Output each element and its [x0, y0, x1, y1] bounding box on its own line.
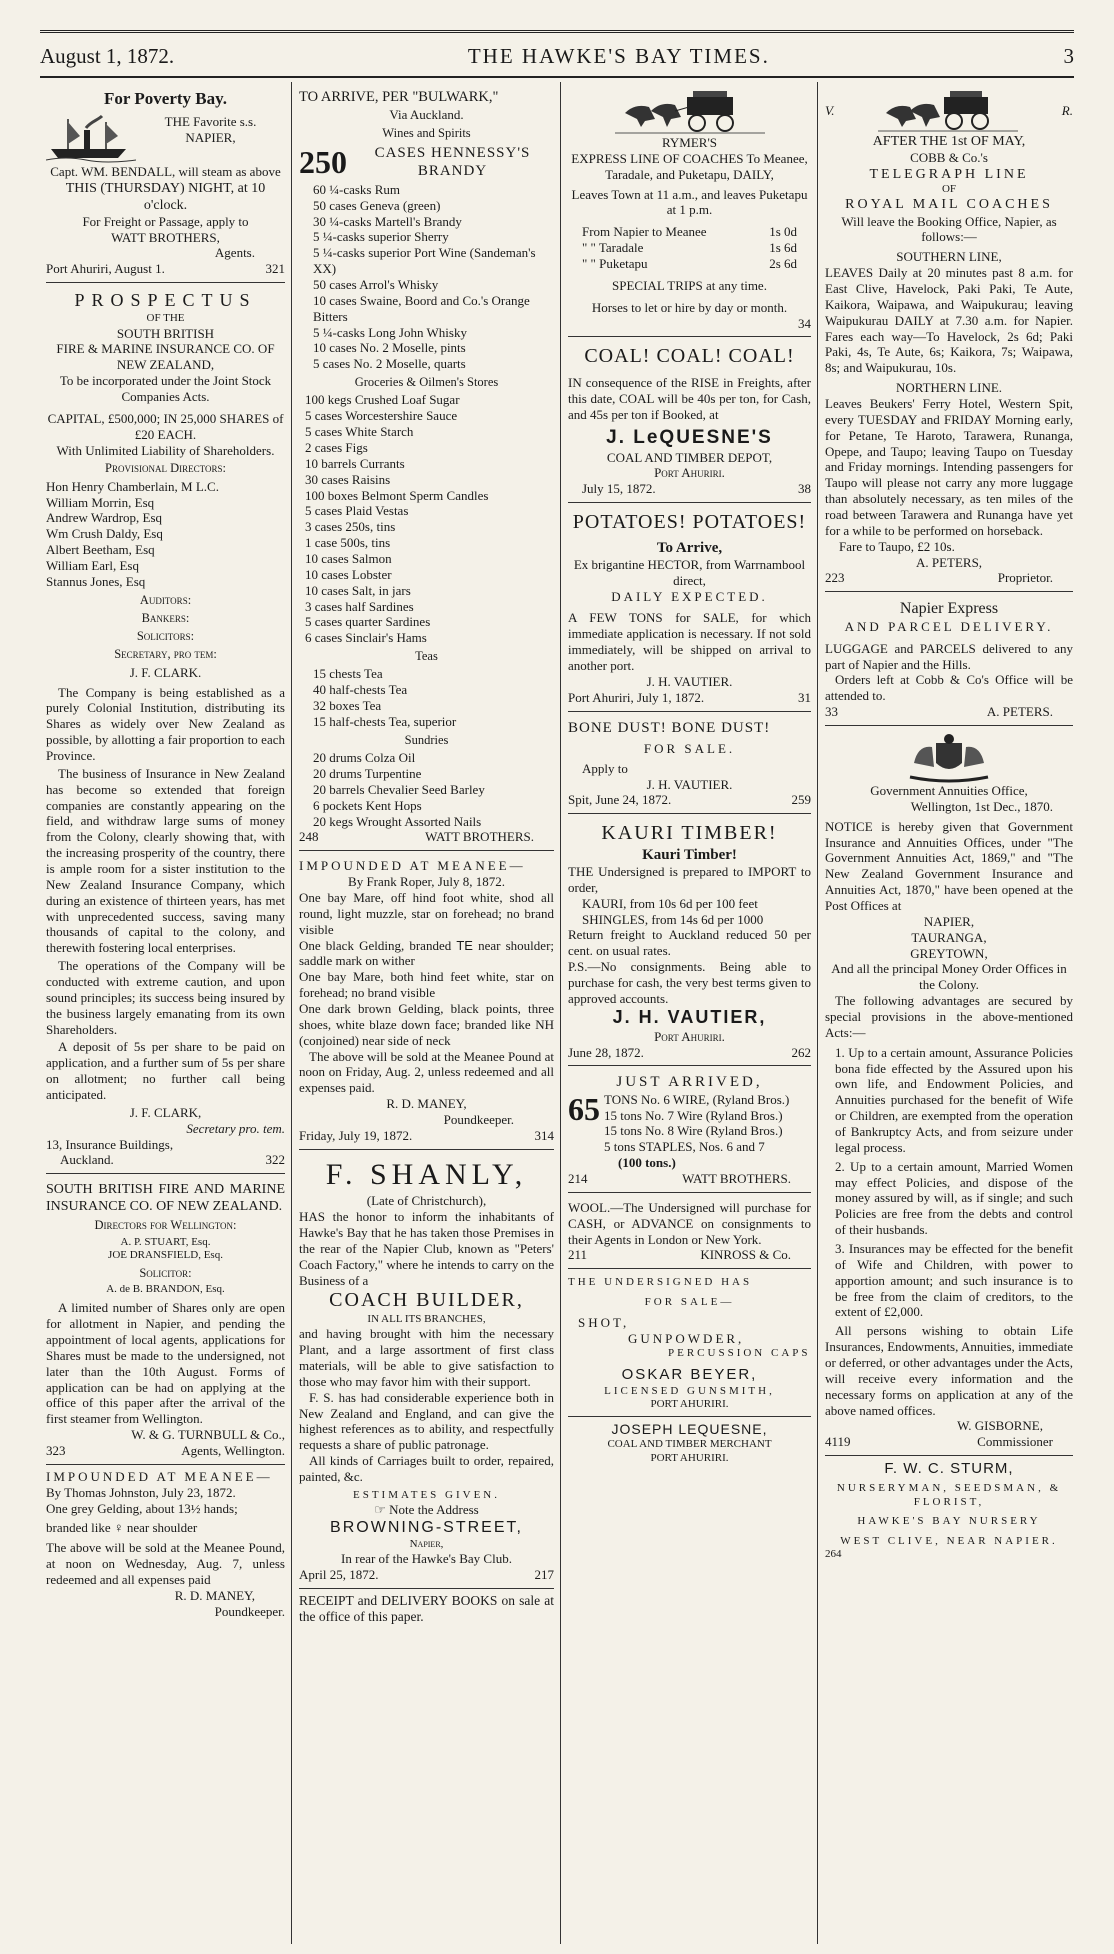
monogram-left: V. — [825, 103, 835, 119]
ad-shanly — [299, 1154, 554, 1589]
business-place: WEST CLIVE, NEAR NAPIER. — [840, 1534, 1058, 1547]
paragraph: Leaves Town at 11 a.m., and leaves Puketapu at 1 p.m. — [571, 186, 808, 218]
signature: A. PETERS. — [986, 704, 1053, 720]
rear-line: In rear of the Hawke's Bay Club. — [341, 1551, 512, 1567]
stagecoach-icon — [878, 89, 1018, 133]
ad-number: 34 — [798, 315, 811, 331]
paragraph: THE Undersigned is prepared to IMPORT to order, — [568, 864, 811, 895]
big-quantity: 65 — [568, 1090, 600, 1127]
ad-line: One grey Gelding, about 13½ hands; — [46, 1500, 238, 1516]
paragraph: The operations of the Company will be conducted with extreme caution, and upon sound principles; its success being insured by the business largely emanating from its own Shareholders. — [46, 958, 285, 1037]
prospectus-of: OF THE — [146, 312, 185, 325]
business-trade: LICENSED GUNSMITH, — [604, 1384, 775, 1397]
wine-item: 60 ¼-casks Rum — [313, 181, 401, 197]
section-heading: NORTHERN LINE. — [895, 380, 1003, 396]
ad-line: Agents. — [214, 245, 255, 261]
newspaper-title: THE HAWKE'S BAY TIMES. — [467, 44, 770, 69]
tea-item: 32 boxes Tea — [313, 698, 382, 714]
prospectus-title: PROSPECTUS — [74, 290, 257, 311]
column-3 — [562, 82, 818, 1944]
ad-number: 323 — [46, 1442, 66, 1458]
ad-heading: TO ARRIVE, PER "BULWARK," — [299, 89, 499, 105]
section-heading: Sundries — [404, 732, 449, 747]
ad-line: FOR SALE— — [644, 1295, 735, 1308]
paragraph: HAS the honor to inform the inhabitants of Hawke's Bay that he has taken those Premises in the rear of the Napier Club, known as "Peters' Coach Factory," where he intends to carry on the Business of a — [299, 1209, 554, 1288]
business-trade: NURSERYMAN, SEEDSMAN, & FLORIST, — [836, 1482, 1062, 1508]
ad-heading: POTATOES! POTATOES! — [572, 511, 807, 534]
grocery-item: 2 cases Figs — [305, 439, 368, 455]
paragraph: One bay Mare, both hind feet white, star on forehead; no brand visible — [299, 969, 554, 1001]
ad-number: 262 — [791, 1044, 811, 1060]
signature-title: Proprietor. — [997, 570, 1053, 586]
signature: J. H. VAUTIER. — [646, 776, 733, 792]
sundries-list — [299, 750, 554, 829]
grocery-item: 5 cases White Starch — [305, 424, 414, 440]
ad-wire — [568, 1070, 811, 1192]
grocery-item: 5 cases quarter Sardines — [305, 614, 431, 630]
secretary-name: J. F. CLARK. — [129, 664, 202, 680]
ad-number: 264 — [825, 1548, 842, 1561]
grocery-item: 3 cases half Sardines — [305, 598, 414, 614]
director-item: Wm Crush Daldy, Esq — [46, 526, 163, 542]
auditors-heading: Auditors: — [139, 592, 192, 607]
ad-sub: AND PARCEL DELIVERY. — [844, 618, 1054, 634]
ad-heading: ROYAL MAIL COACHES — [845, 197, 1053, 213]
paragraph: The following advantages are secured by special provisions in the above-mentioned Acts:— — [825, 993, 1073, 1040]
paragraph: and having brought with him the necessary Plant, and a large assortment of first class materials, will be able to give satisfaction to those who may favor him with their support. — [299, 1326, 554, 1389]
brand-mark-icon: ♀ — [113, 1520, 124, 1536]
paragraph: The Company is being established as a purely Colonial Institution, distributing its Shares as widely over New Zealand as possible, by allotting a fair proportion to each Province. — [46, 684, 285, 763]
signature: KINROSS & Co. — [700, 1247, 791, 1263]
brand-mark-icon: TE — [456, 937, 473, 953]
signature: WATT BROTHERS. — [425, 829, 534, 845]
director-item: Albert Beetham, Esq — [46, 542, 155, 558]
advantage-item: 2. Up to a certain amount, Married Women may effect Policies, and dispose of the money assured by will, as if single; and such Policies are free from the debts and control of their husbands. — [835, 1158, 1073, 1238]
director-item: Andrew Wardrop, Esq — [46, 510, 163, 526]
grocery-item: 5 cases Plaid Vestas — [305, 503, 409, 519]
bankers-heading: Bankers: — [141, 610, 190, 625]
ad-number: 259 — [791, 792, 811, 808]
section-heading: Groceries & Oilmen's Stores — [354, 375, 499, 390]
ad-heading: IMPOUNDED AT MEANEE— — [46, 1468, 273, 1484]
ship-name: NAPIER, — [185, 129, 236, 145]
business-place: Port Ahuriri. — [654, 1028, 725, 1044]
wine-item: 50 cases Arrol's Whisky — [313, 276, 439, 292]
tea-item: 15 chests Tea — [313, 666, 383, 682]
paragraph: A FEW TONS for SALE, for which immediate application is necessary. If not sold immediately, will be shipped on arrival to another port. — [568, 610, 811, 674]
top-rule — [40, 30, 1074, 34]
paragraph: NOTICE is hereby given that Government Insurance and Annuities Offices, under "The Government Annuities Act, 1869," and "The New Zealand Government Insurance and Annuities Act, 1870," have been opened at the Post Offices at — [825, 818, 1073, 913]
nursery-name: HAWKE'S BAY NURSERY — [857, 1515, 1041, 1528]
steamship-icon — [46, 114, 136, 164]
section-heading: Teas — [415, 649, 438, 664]
office-date: Wellington, 1st Dec., 1870. — [910, 798, 1053, 814]
note-line: Note the Address — [389, 1502, 479, 1518]
secretary-heading: Secretary, pro tem: — [114, 647, 217, 662]
signature: WATT BROTHERS. — [682, 1171, 791, 1187]
paragraph: A limited number of Shares only are open for allotment in Napier, and pending the appointment of local agents, applications for Shares must be made to the undersigned, not later than the 10th August. Forms of application can be had on applying at the office of this paper after the arrival of the first steamer from Wellington. — [46, 1300, 285, 1427]
issue-date: August 1, 1872. — [40, 44, 175, 69]
ad-heading: JUST ARRIVED, — [616, 1074, 763, 1091]
fare-price: 1s 0d — [769, 224, 797, 240]
signature: J. H. VAUTIER. — [646, 673, 733, 689]
paragraph: One bay Mare, off hind foot white, shod all round, light muzzle, star on forehead; no brand visible — [299, 889, 554, 937]
grocery-item: 100 kegs Crushed Loaf Sugar — [305, 392, 460, 408]
ad-number: 31 — [798, 689, 811, 705]
stagecoach-icon — [615, 89, 765, 135]
paragraph: One dark brown Gelding, black points, three shoes, white blaze down face; branded like NH (conjoined) near side of neck — [299, 1000, 554, 1048]
company-name: SOUTH BRITISH — [116, 325, 215, 341]
masthead-rule — [40, 76, 1074, 78]
ad-number: 217 — [534, 1566, 554, 1582]
grocery-item: 100 boxes Belmont Sperm Candles — [305, 487, 489, 503]
ad-date: April 25, 1872. — [299, 1566, 379, 1582]
grocery-item: 3 cases 250s, tins — [305, 519, 396, 535]
ad-heading: Napier Express — [899, 600, 999, 618]
business-name: JOSEPH LEQUESNE, — [611, 1421, 768, 1438]
solicitor: A. de B. BRANDON, Esq. — [106, 1282, 225, 1295]
ad-napier-express — [825, 596, 1073, 726]
paragraph: EXPRESS LINE OF COACHES To Meanee, Taradale, and Puketapu, DAILY, — [571, 150, 808, 182]
ad-line: COBB & Co.'s — [910, 150, 988, 166]
paragraph: Return freight to Auckland reduced 50 per cent. on usual rates. — [568, 927, 811, 959]
paragraph: IN consequence of the RISE in Freights, after this date, COAL will be 40s per ton, for Cash, and 45s per ton if Booked, at — [568, 374, 811, 422]
ad-line: One black Gelding, branded — [299, 937, 452, 953]
wine-item: 5 ¼-casks superior Sherry — [313, 229, 449, 245]
ad-potatoes — [568, 507, 811, 711]
grocery-item: 6 cases Sinclair's Hams — [305, 630, 427, 646]
monogram-right: R. — [1061, 103, 1073, 119]
ad-number: 33 — [825, 704, 838, 720]
ad-number: 214 — [568, 1171, 588, 1187]
ad-line: FOR SALE. — [643, 740, 736, 756]
paragraph: The business of Insurance in New Zealand has become so extended that foreign companies are constantly appearing on the field, and withdraw large sums of money from the Colony, clearly showing that, with the increasing prosperity of the country, there is ample room for a sister institution to the New Zealand Insurance Company, which during an existence of thirteen years, has met with unprecedented success, saving many thousands of capital to the colony, and therewith fostering local enterprises. — [46, 765, 285, 956]
ad-line: THIS (THURSDAY) NIGHT, at 10 o'clock. — [65, 180, 266, 213]
street-name: BROWNING-STREET, — [330, 1519, 523, 1537]
page-number: 3 — [1063, 44, 1074, 69]
ad-line: 15 tons No. 8 Wire (Ryland Bros.) — [604, 1123, 783, 1139]
ad-heading: COAL! COAL! COAL! — [584, 345, 795, 368]
ad-number: 314 — [534, 1127, 554, 1143]
section-heading: Wines and Spirits — [382, 125, 471, 140]
wine-item: 10 cases Swaine, Boord and Co.'s Orange Bitters — [313, 292, 530, 324]
ad-line: OF — [941, 183, 957, 196]
business-name: OSKAR BEYER, — [621, 1366, 758, 1384]
ad-line: SPECIAL TRIPS at any time. — [612, 277, 767, 293]
coat-of-arms-icon — [904, 733, 994, 783]
ad-heading: KAURI TIMBER! — [601, 822, 778, 845]
ad-impounded-roper — [299, 855, 554, 1149]
big-quantity: 250 — [299, 143, 347, 180]
directors-heading: Provisional Directors: — [105, 461, 226, 476]
advantages-list — [825, 1045, 1073, 1321]
fare-row — [582, 240, 811, 256]
ad-line: SHINGLES, from 14s 6d per 1000 — [582, 911, 764, 927]
signature-title: Poundkeeper. — [443, 1111, 514, 1127]
ad-sub: To Arrive, — [656, 539, 723, 556]
section-heading: SOUTHERN LINE, — [896, 249, 1002, 265]
signature: J. F. CLARK, — [129, 1104, 202, 1120]
ad-bulwark — [299, 86, 554, 851]
sundry-item: 20 kegs Wrought Assorted Nails — [313, 813, 482, 829]
fare-route: " " Puketapu — [582, 256, 648, 272]
fare-route: " " Taradale — [582, 240, 644, 256]
ad-date: Port Ahuriri, July 1, 1872. — [568, 689, 705, 705]
town: NAPIER, — [923, 913, 975, 929]
signature-title: Poundkeeper. — [214, 1603, 285, 1619]
ad-number: 38 — [798, 481, 811, 497]
ad-heading: SOUTH BRITISH FIRE AND MARINE INSURANCE CO. OF NEW ZEALAND. — [46, 1182, 285, 1215]
capital: CAPITAL, £500,000; IN 25,000 SHARES of £20 EACH. — [47, 410, 284, 442]
wine-item: 5 ¼-casks Long John Whisky — [313, 324, 467, 340]
directors-list — [46, 479, 285, 590]
ad-heading: TELEGRAPH LINE — [869, 166, 1029, 182]
ad-footer-place: Port Ahuriri, August 1. — [46, 261, 165, 277]
ad-heading: For Poverty Bay. — [104, 89, 227, 108]
address: Auckland. — [60, 1152, 114, 1168]
ad-line: 15 tons No. 7 Wire (Ryland Bros.) — [604, 1107, 783, 1123]
town: TAURANGA, — [911, 929, 987, 945]
director-item: William Earl, Esq — [46, 557, 139, 573]
address: 13, Insurance Buildings, — [46, 1136, 174, 1152]
sundry-item: 20 drums Colza Oil — [313, 750, 416, 766]
paragraph: WOOL.—The Undersigned will purchase for CASH, or ADVANCE on consignments to their Agents in London or New York. — [568, 1199, 811, 1247]
ad-sturm — [825, 1460, 1073, 1561]
ad-line: TONS No. 6 WIRE, (Ryland Bros.) — [604, 1091, 790, 1107]
town: GREYTOWN, — [910, 945, 988, 961]
business-place: PORT AHURIRI. — [650, 1397, 729, 1410]
office-name: Government Annuities Office, — [870, 782, 1028, 798]
big-item: CASES HENNESSY'S BRANDY — [374, 145, 531, 180]
ad-gunsmith — [568, 1273, 811, 1417]
fare-price: 2s 6d — [769, 256, 797, 272]
fare-price: 1s 6d — [769, 240, 797, 256]
director-item: Stannus Jones, Esq — [46, 573, 146, 589]
wine-item: 10 cases No. 2 Moselle, pints — [313, 340, 466, 356]
ad-line: And all the principal Money Order Offices in the Colony. — [831, 961, 1067, 993]
advantage-item: 3. Insurances may be effected for the benefit of Wife and Children, with power to apportion amount; and such insurance is to be free from the claim of creditors, to the extent of £2,000. — [835, 1241, 1073, 1320]
ad-poverty-bay — [46, 86, 285, 283]
solicitors-heading: Solicitors: — [136, 629, 195, 644]
ad-government-annuities — [825, 730, 1073, 1456]
director: JOE DRANSFIELD, Esq. — [108, 1249, 223, 1262]
paragraph: The above will be sold at the Meanee Pound, at noon on Wednesday, Aug. 7, unless redeemed and all expenses paid — [46, 1540, 285, 1587]
pointing-hand-icon: ☞ — [374, 1502, 386, 1518]
ad-date: July 15, 1872. — [582, 481, 656, 497]
grocery-item: 1 case 500s, tins — [305, 535, 391, 551]
ad-date: Friday, July 19, 1872. — [299, 1127, 413, 1143]
company-name-2: FIRE & MARINE INSURANCE CO. OF NEW ZEALAND, — [56, 341, 275, 373]
ad-line: For Freight or Passage, apply to — [82, 213, 249, 229]
paragraph: The above will be sold at the Meanee Pound at noon on Friday, Aug. 2, unless redeemed and all expenses paid. — [299, 1048, 554, 1096]
ad-prospectus — [46, 287, 285, 1174]
masthead — [40, 42, 1074, 72]
ad-line: By Thomas Johnston, July 23, 1872. — [46, 1484, 236, 1500]
wine-item: 5 cases No. 2 Moselle, quarts — [313, 356, 466, 372]
ad-receipt-books: RECEIPT and DELIVERY BOOKS on sale at the office of this paper. — [299, 1592, 554, 1625]
ad-line: Will leave the Booking Office, Napier, as follows:— — [841, 213, 1057, 245]
ad-line: near shoulder; saddle mark on wither — [299, 937, 555, 969]
signature: W. GISBORNE, — [957, 1418, 1043, 1434]
fare-row — [582, 224, 811, 240]
director-item: William Morrin, Esq — [46, 494, 155, 510]
sundry-item: 6 pockets Kent Hops — [313, 797, 422, 813]
business-trade: COAL AND TIMBER DEPOT, — [606, 449, 773, 465]
business-name: F. W. C. STURM, — [884, 1460, 1014, 1478]
paragraph: P.S.—No consignments. Being able to purchase for cash, the very best terms given to approved accounts. — [568, 959, 811, 1006]
paragraph: F. S. has had considerable experience both in New Zealand and England, and can give the highest references as to ability, and respectfully requests a share of public patronage. — [299, 1389, 554, 1453]
paragraph: A deposit of 5s per share to be paid on application, and a further sum of 5s per share on allotment; no further call being anticipated. — [46, 1039, 285, 1103]
trade-heading: COACH BUILDER, — [329, 1289, 524, 1312]
paragraph: LUGGAGE and PARCELS delivered to any part of Napier and the Hills. — [825, 640, 1073, 672]
signature: W. & G. TURNBULL & Co., — [131, 1427, 285, 1443]
ship-line: THE Favorite s.s. — [164, 113, 257, 129]
signature-title: Secretary pro. tem. — [186, 1120, 285, 1136]
business-sub: (Late of Christchurch), — [366, 1193, 487, 1209]
ad-number: 321 — [265, 261, 285, 277]
ad-line: (100 tons.) — [618, 1155, 676, 1171]
signature: R. D. MANEY, — [386, 1096, 467, 1112]
incorporation-note: To be incorporated under the Joint Stock Companies Acts. — [59, 373, 272, 404]
paragraph: All kinds of Carriages built to order, repaired, painted, &c. — [299, 1453, 554, 1484]
ad-sub: Kauri Timber! — [642, 846, 737, 863]
ad-impounded — [46, 1469, 285, 1620]
wine-item: 30 ¼-casks Martell's Brandy — [313, 213, 462, 229]
column-1 — [40, 82, 292, 1944]
ad-line: Via Auckland. — [389, 106, 464, 122]
signature: R. D. MANEY, — [174, 1587, 255, 1603]
tea-item: 15 half-chests Tea, superior — [313, 713, 457, 729]
ad-coal — [568, 341, 811, 503]
ad-rymer-coaches — [568, 86, 811, 337]
fares-list — [582, 224, 811, 272]
ad-line: Fare to Taupo, £2 10s. — [839, 538, 955, 554]
signature-title: Agents, Wellington. — [181, 1442, 285, 1458]
column-2 — [293, 82, 561, 1944]
fare-row — [582, 256, 811, 272]
advantage-item: 1. Up to a certain amount, Assurance Policies bona fide effected by the Assured upon his own life, and Endowment Policies, and Annuities purchased for the benefit of Wife or Children, are exempted from the operation of Bankruptcy Acts, and from seizure under legal process. — [835, 1044, 1073, 1155]
wines-list — [299, 182, 554, 372]
ad-heading: THE UNDERSIGNED HAS — [568, 1276, 753, 1289]
paragraph: All persons wishing to obtain Life Insurances, Endowments, Annuities, immediate or deferred, or other advantages under the Acts, will receive every information and the necessary forms on application at any of the above named offices. — [825, 1323, 1073, 1418]
ad-date: June 28, 1872. — [568, 1044, 644, 1060]
ad-number: 322 — [265, 1152, 285, 1168]
fare-route: From Napier to Meanee — [582, 224, 707, 240]
grocery-item: 10 barrels Currants — [305, 455, 405, 471]
grocery-item: 30 cases Raisins — [305, 471, 391, 487]
ad-heading: BONE DUST! BONE DUST! — [568, 719, 771, 736]
ad-line: Horses to let or hire by day or month. — [591, 299, 788, 315]
ad-bone-dust — [568, 716, 811, 815]
solicitor-heading: Solicitor: — [139, 1265, 192, 1280]
director: A. P. STUART, Esq. — [120, 1235, 211, 1248]
ad-line: By Frank Roper, July 8, 1872. — [348, 874, 505, 890]
ad-line: Capt. WM. BENDALL, will steam as above — [50, 163, 281, 179]
wine-item: 5 ¼-casks superior Port Wine (Sandeman's XX) — [313, 245, 536, 277]
ad-date: Spit, June 24, 1872. — [568, 792, 672, 808]
liability: With Unlimited Liability of Shareholders. — [56, 442, 275, 458]
grocery-item: 5 cases Worcestershire Sauce — [305, 408, 458, 424]
signature-title: Commissioner — [977, 1434, 1053, 1450]
groceries-list — [299, 392, 554, 646]
wine-item: 50 cases Geneva (green) — [313, 197, 441, 213]
ad-number: 223 — [825, 570, 845, 586]
ad-line: Ex brigantine HECTOR, from Warrnambool direct, — [573, 556, 806, 588]
ad-kauri — [568, 818, 811, 1066]
business-place: PORT AHURIRI. — [650, 1451, 729, 1464]
business-name: J. LeQUESNE'S — [606, 427, 773, 449]
ad-line: WATT BROTHERS, — [111, 229, 220, 245]
ad-line: GUNPOWDER, — [628, 1330, 745, 1346]
paragraph: LEAVES Daily at 20 minutes past 8 a.m. for East Clive, Havelock, Paki Paki, Te Aute, Kaikora, Waipawa, and Waipukurau; leaving Waipukurau DAILY at 7.30 a.m. for Napier. Fares each way—To Havelock, 2s 6d; Paki Paki, 4s, Te Aute, 6s; Kaikora, 7s; Waipawa, 8s; and Waipukurau, 10s. — [825, 265, 1073, 376]
ad-number: 211 — [568, 1247, 588, 1263]
ad-line: DAILY EXPECTED. — [611, 588, 768, 604]
grocery-item: 10 cases Lobster — [305, 566, 392, 582]
business-trade: COAL AND TIMBER MERCHANT — [607, 1438, 772, 1451]
directors-heading: Directors for Wellington: — [94, 1218, 237, 1233]
ad-line: near shoulder — [126, 1520, 198, 1536]
estimates: ESTIMATES GIVEN. — [353, 1488, 500, 1501]
ad-lequesne — [568, 1421, 811, 1465]
town: Napier, — [409, 1537, 444, 1550]
ad-line: PERCUSSION CAPS — [668, 1346, 811, 1359]
paragraph: Orders left at Cobb & Co's Office will be attended to. — [825, 672, 1073, 704]
ad-number: 248 — [299, 829, 319, 845]
tea-item: 40 half-chests Tea — [313, 682, 408, 698]
business-name: J. H. VAUTIER, — [612, 1006, 767, 1027]
sundry-item: 20 drums Turpentine — [313, 765, 422, 781]
grocery-item: 10 cases Salmon — [305, 550, 392, 566]
ad-line: Apply to — [582, 760, 628, 776]
ad-line: 5 tons STAPLES, Nos. 6 and 7 — [604, 1139, 765, 1155]
ad-heading: IMPOUNDED AT MEANEE— — [299, 858, 526, 874]
ad-line: branded like — [46, 1520, 111, 1536]
business-name: F. SHANLY, — [325, 1157, 528, 1191]
business-name: RYMER'S — [661, 135, 718, 150]
paragraph: Leaves Beukers' Ferry Hotel, Western Spit, every TUESDAY and FRIDAY Morning early, for Petane, Te Haroto, Tarawera, Runanga, Opepe, and Taupo; leaving Taupo on Tuesday and Friday mornings. Intending passengers for Taupo will please not carry any more luggage than absolutely necessary, as ten miles of the road between Tarawera and Runanga have yet for a while to be performed on horseback. — [825, 395, 1073, 538]
ad-number: 4119 — [825, 1434, 851, 1450]
ad-wool — [568, 1197, 811, 1269]
ad-cobb-coaches — [825, 86, 1073, 592]
signature: A. PETERS, — [915, 554, 983, 570]
teas-list — [299, 666, 554, 729]
director-item: Hon Henry Chamberlain, M L.C. — [46, 478, 219, 494]
business-place: Port Ahuriri. — [654, 465, 725, 481]
sundry-item: 20 barrels Chevalier Seed Barley — [313, 781, 485, 797]
ad-line: SHOT, — [578, 1315, 630, 1331]
ad-line: KAURI, from 10s 6d per 100 feet — [582, 895, 758, 911]
column-4 — [819, 82, 1079, 1944]
trade-sub: IN ALL ITS BRANCHES, — [367, 1312, 486, 1325]
ad-line: AFTER THE 1st OF MAY, — [872, 134, 1026, 149]
grocery-item: 10 cases Salt, in jars — [305, 582, 411, 598]
ad-south-british — [46, 1178, 285, 1464]
